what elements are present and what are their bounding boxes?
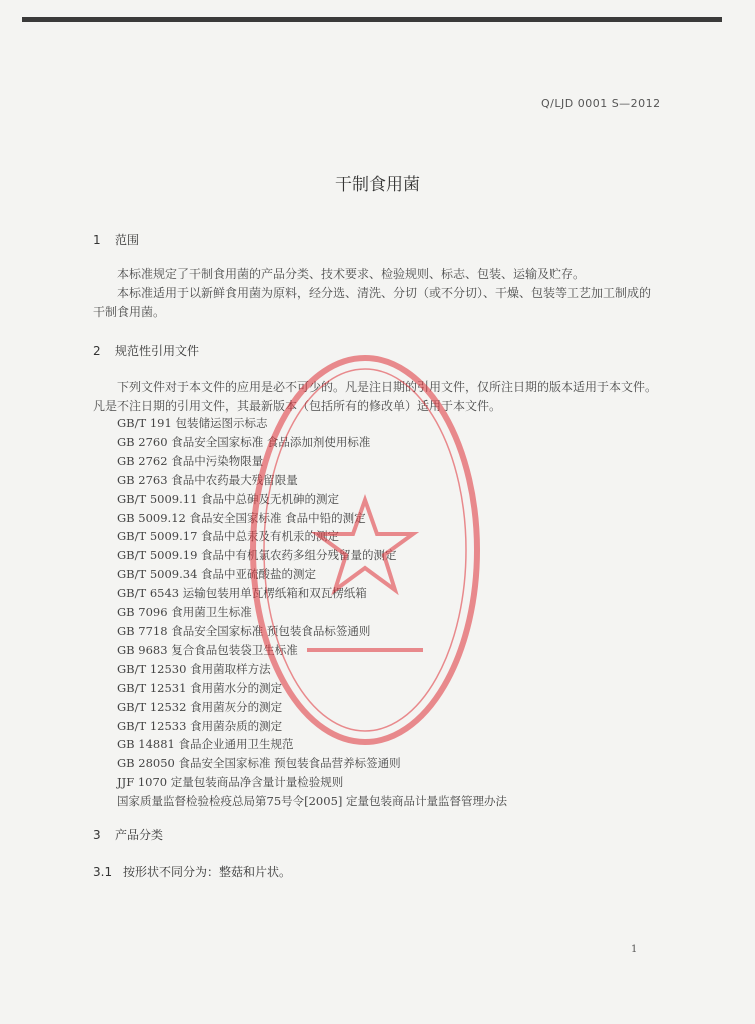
reference-item: GB/T 6543 运输包装用单瓦楞纸箱和双瓦楞纸箱 (117, 586, 367, 601)
reference-item: GB 14881 食品企业通用卫生规范 (117, 737, 294, 752)
scope-paragraph-1: 本标准规定了干制食用菌的产品分类、技术要求、检验规则、标志、包装、运输及贮存。 (117, 267, 586, 281)
section-1-heading (93, 231, 139, 248)
section-number: 1 (93, 233, 101, 247)
section-title: 规范性引用文件 (115, 344, 200, 358)
section-title: 范围 (115, 233, 140, 247)
section-number: 3 (93, 828, 101, 842)
subsection-number: 3.1 (93, 865, 113, 879)
reference-item: GB 9683 复合食品包装袋卫生标准 (117, 642, 298, 657)
subsection-text: 按形状不同分为：整菇和片状。 (123, 865, 292, 879)
reference-item: GB/T 5009.19 食品中有机氯农药多组分残留量的测定 (117, 548, 397, 563)
section-number: 2 (93, 344, 101, 358)
standard-code: Q/LJD 0001 S—2012 (541, 97, 661, 110)
reference-item: GB/T 12533 食用菌杂质的测定 (117, 718, 283, 733)
reference-item: GB 28050 食品安全国家标准 预包装食品营养标签通则 (117, 756, 401, 771)
page-top-rule (22, 17, 722, 22)
reference-item: JJF 1070 定量包装商品净含量计量检验规则 (117, 775, 344, 790)
scope-paragraph-2: 本标准适用于以新鲜食用菌为原料，经分选、清洗、分切（或不分切）、干燥、包装等工艺加工制成的干制食用菌。 (93, 286, 652, 319)
reference-item: 国家质量监督检验检疫总局第75号令[2005] 定量包装商品计量监督管理办法 (117, 794, 508, 809)
subsection-3-1 (93, 863, 291, 880)
document-title: 干制食用菌 (335, 175, 420, 195)
reference-item: GB/T 5009.17 食品中总汞及有机汞的测定 (117, 529, 340, 544)
reference-item: GB/T 12532 食用菌灰分的测定 (117, 699, 283, 714)
page-number: 1 (631, 944, 638, 955)
reference-item: GB/T 5009.11 食品中总砷及无机砷的测定 (117, 491, 340, 506)
reference-item: GB 2762 食品中污染物限量 (117, 453, 264, 468)
section-2-heading (93, 342, 199, 359)
reference-list (117, 414, 507, 811)
section-3-heading (93, 826, 163, 843)
reference-item: GB 2763 食品中农药最大残留限量 (117, 472, 298, 487)
references-intro: 下列文件对于本文件的应用是必不可少的。凡是注日期的引用文件，仅所注日期的版本适用于本文件。凡是不注日期的引用文件，其最新版本（包括所有的修改单）适用于本文件。 (93, 380, 658, 413)
reference-item: GB 7096 食用菌卫生标准 (117, 605, 252, 620)
reference-item: GB/T 191 包装储运图示标志 (117, 416, 268, 430)
reference-item: GB 5009.12 食品安全国家标准 食品中铅的测定 (117, 510, 366, 525)
reference-item: GB/T 12531 食用菌水分的测定 (117, 680, 283, 695)
reference-item: GB/T 12530 食用菌取样方法 (117, 661, 271, 676)
reference-item: GB 2760 食品安全国家标准 食品添加剂使用标准 (117, 434, 371, 449)
reference-item: GB 7718 食品安全国家标准 预包装食品标签通则 (117, 623, 371, 638)
section-title: 产品分类 (115, 828, 164, 842)
reference-item: GB/T 5009.34 食品中亚硫酸盐的测定 (117, 567, 317, 582)
